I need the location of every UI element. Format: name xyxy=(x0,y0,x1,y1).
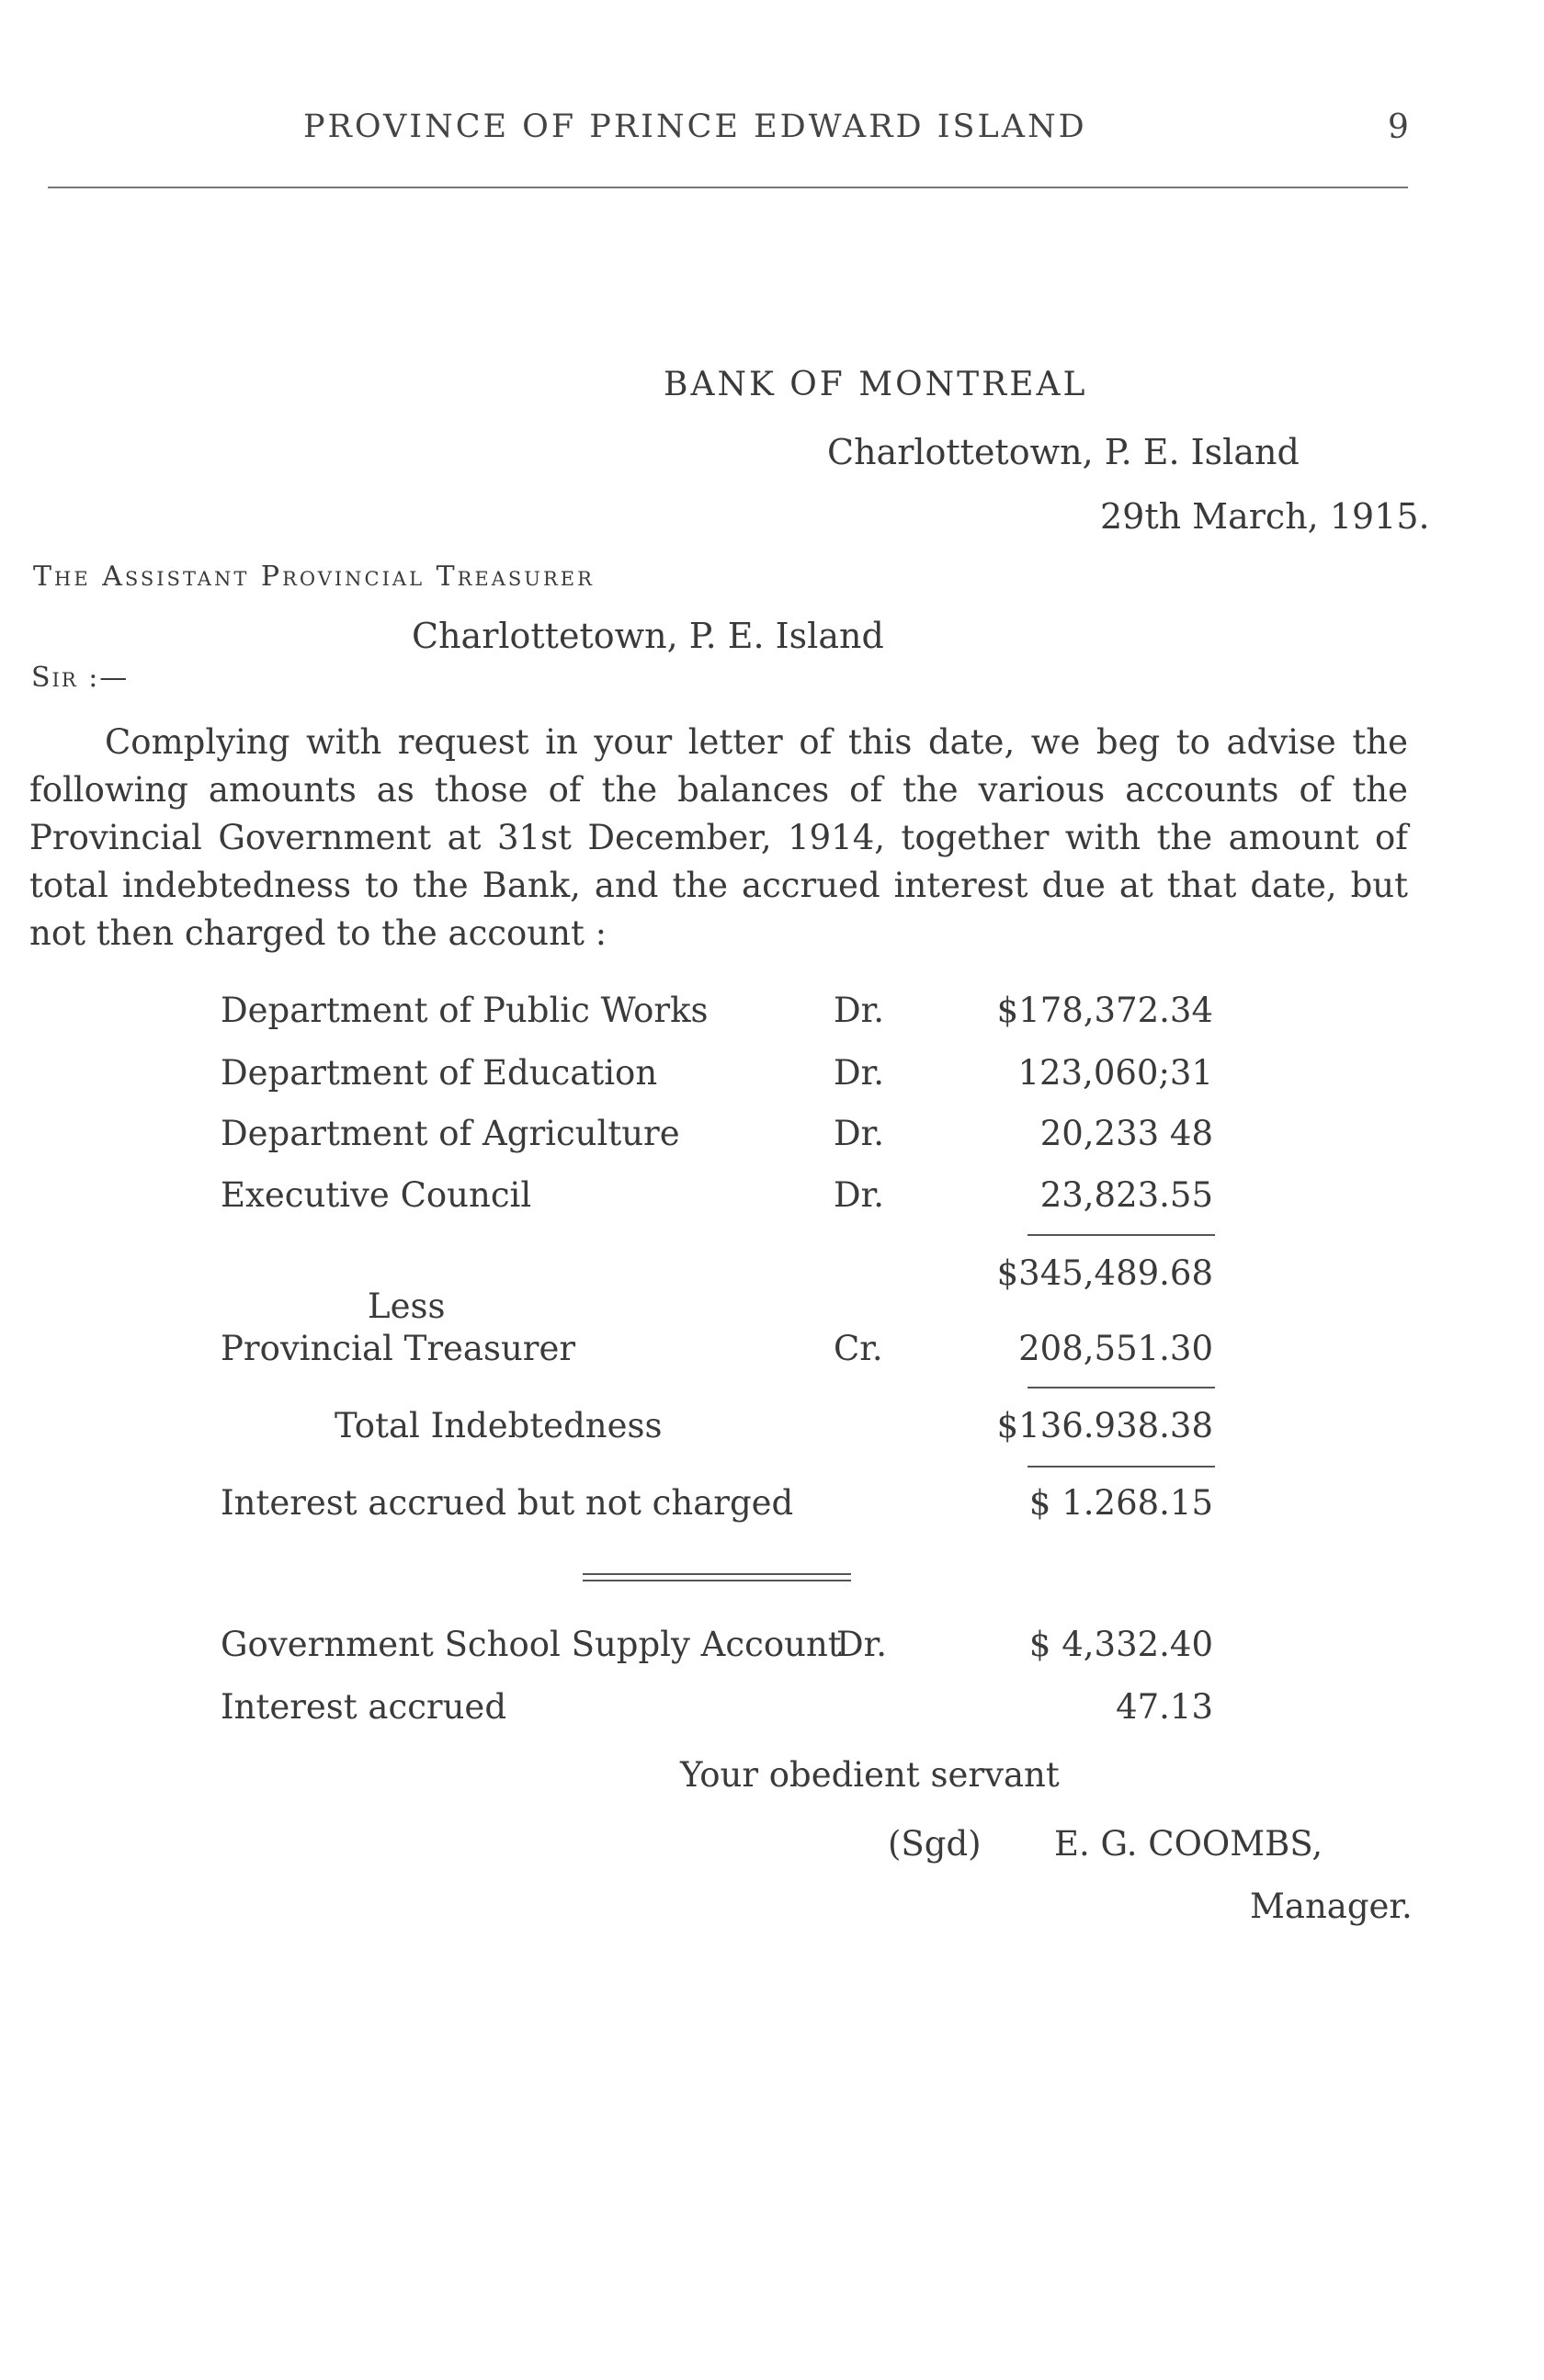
school-supply-interest-label: Interest accrued xyxy=(221,1687,507,1727)
salutation: Sir :— xyxy=(31,662,130,694)
treasurer-type: Cr. xyxy=(834,1329,883,1368)
indebtedness-rule xyxy=(1027,1387,1215,1388)
account-amount-executive-council: 23,823.55 xyxy=(1039,1175,1213,1215)
indebtedness-amount: $136.938.38 xyxy=(996,1406,1213,1445)
account-label-agriculture: Department of Agriculture xyxy=(221,1114,680,1153)
account-type-education: Dr. xyxy=(834,1053,885,1093)
interest-rule xyxy=(1027,1466,1215,1468)
addressee-place: Charlottetown, P. E. Island xyxy=(412,616,884,656)
school-supply-interest-amount: 47.13 xyxy=(1116,1687,1213,1727)
account-amount-agriculture: 20,233 48 xyxy=(1039,1114,1213,1153)
page-number: 9 xyxy=(1388,108,1409,146)
interest-label: Interest accrued but not charged xyxy=(221,1483,794,1523)
account-label-education: Department of Education xyxy=(221,1053,658,1093)
section-separator-bottom xyxy=(583,1580,851,1581)
signer-name: E. G. COOMBS, xyxy=(1054,1824,1323,1864)
school-supply-label: Government School Supply Account xyxy=(221,1625,842,1664)
running-title: PROVINCE OF PRINCE EDWARD ISLAND xyxy=(303,108,1087,145)
account-type-public-works: Dr. xyxy=(834,991,885,1030)
indebtedness-label: Total Indebtedness xyxy=(335,1406,663,1445)
addressee: The Assistant Provincial Treasurer xyxy=(33,561,595,593)
section-separator-top xyxy=(583,1573,851,1575)
bank-name: BANK OF MONTREAL xyxy=(664,366,1088,403)
account-label-executive-council: Executive Council xyxy=(221,1175,532,1215)
interest-amount: $ 1.268.15 xyxy=(1028,1483,1213,1523)
closing: Your obedient servant xyxy=(680,1755,1060,1795)
account-amount-public-works: $178,372.34 xyxy=(996,991,1213,1030)
account-amount-education: 123,060;31 xyxy=(1017,1053,1213,1093)
signed-mark: (Sgd) xyxy=(888,1824,982,1864)
subtotal-rule xyxy=(1027,1234,1215,1236)
account-label-public-works: Department of Public Works xyxy=(221,991,709,1030)
less-label: Less xyxy=(368,1286,446,1326)
bank-place: Charlottetown, P. E. Island xyxy=(827,432,1300,472)
school-supply-type: Dr. xyxy=(836,1625,888,1664)
letter-date: 29th March, 1915. xyxy=(1100,496,1430,537)
header-divider xyxy=(48,187,1408,188)
letter-body: Complying with request in your letter of this date, we beg to advise the following amounts as those of the balances of the various accounts of the Provincial Government at 31st December, 1914, together with the amount of total indebtedness to the Bank, and the accrued interest due at that date, but not then charged to the account : xyxy=(29,722,1408,953)
account-type-executive-council: Dr. xyxy=(834,1175,885,1215)
signer-title: Manager. xyxy=(1250,1887,1413,1926)
school-supply-amount: $ 4,332.40 xyxy=(1028,1625,1213,1664)
treasurer-label: Provincial Treasurer xyxy=(221,1329,576,1368)
treasurer-amount: 208,551.30 xyxy=(1018,1329,1213,1368)
account-type-agriculture: Dr. xyxy=(834,1114,885,1153)
subtotal-amount: $345,489.68 xyxy=(996,1253,1213,1293)
